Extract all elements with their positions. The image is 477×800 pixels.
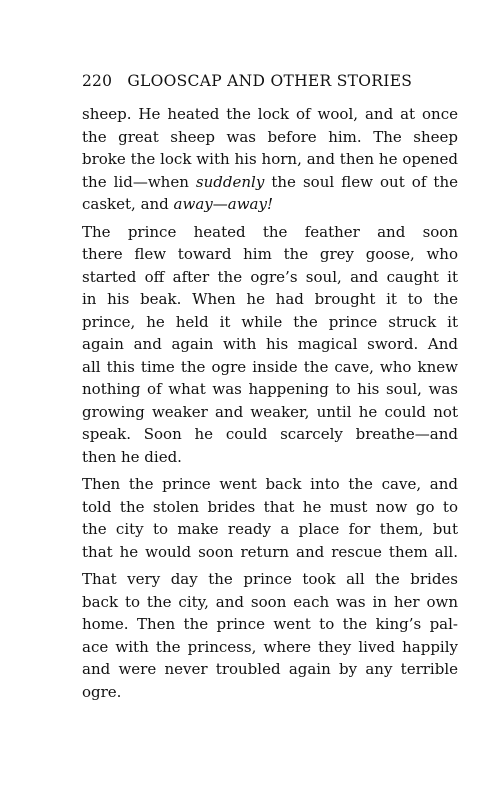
paragraph-3 bbox=[82, 473, 458, 563]
text-line: started off after the ogre’s soul, and caught it bbox=[82, 267, 458, 286]
text-run: the lid—when bbox=[82, 172, 196, 191]
text-line: sheep. He heated the lock of wool, and at once bbox=[82, 105, 458, 123]
text-line: Then the prince went back into the cave, and bbox=[82, 475, 458, 493]
text-run: the soul flew out of the bbox=[264, 172, 458, 191]
text-line: ogre. bbox=[82, 682, 122, 701]
text-run: casket, and bbox=[82, 195, 174, 213]
text-line: broke the lock with his horn, and then he opened bbox=[82, 150, 458, 168]
text-line bbox=[82, 171, 458, 194]
text-line: nothing of what was happening to his soul, was bbox=[82, 380, 458, 398]
text-line: home. Then the prince went to the king’s pal- bbox=[82, 615, 458, 633]
text-line: speak. Soon he could scarcely breathe—and bbox=[82, 425, 458, 443]
text-line: then he died. bbox=[82, 447, 182, 466]
text-line: growing weaker and weaker, until he could not bbox=[82, 402, 458, 421]
text-line: all this time the ogre inside the cave, who knew bbox=[82, 357, 458, 376]
running-header bbox=[82, 72, 413, 96]
text-line: the great sheep was before him. The sheep bbox=[82, 127, 458, 146]
text-line: there flew toward him the grey goose, who bbox=[82, 245, 458, 263]
text-line: and were never troubled again by any terrible bbox=[82, 660, 458, 678]
body-text bbox=[82, 103, 458, 708]
text-line: in his beak. When he had brought it to the bbox=[82, 290, 458, 308]
text-line: back to the city, and soon each was in her own bbox=[82, 592, 458, 611]
text-line: that he would soon return and rescue them all. bbox=[82, 542, 458, 561]
emphasis-text: away—away! bbox=[173, 195, 273, 213]
paragraph-4 bbox=[82, 568, 458, 703]
paragraph-1 bbox=[82, 103, 458, 216]
emphasis-text: suddenly bbox=[195, 172, 265, 191]
text-line: told the stolen brides that he must now go to bbox=[82, 497, 458, 516]
text-line: The prince heated the feather and soon bbox=[82, 222, 458, 241]
paragraph-2 bbox=[82, 221, 458, 469]
page-number: 220 bbox=[82, 72, 113, 90]
text-line: ace with the princess, where they lived happily bbox=[82, 637, 458, 656]
text-line: again and again with his magical sword. And bbox=[82, 335, 458, 353]
text-line bbox=[82, 193, 458, 216]
text-line: the city to make ready a place for them, but bbox=[82, 520, 458, 538]
text-line: prince, he held it while the prince struck it bbox=[82, 312, 458, 331]
text-line: That very day the prince took all the brides bbox=[82, 570, 458, 588]
running-title: GLOOSCAP AND OTHER STORIES bbox=[127, 72, 413, 90]
